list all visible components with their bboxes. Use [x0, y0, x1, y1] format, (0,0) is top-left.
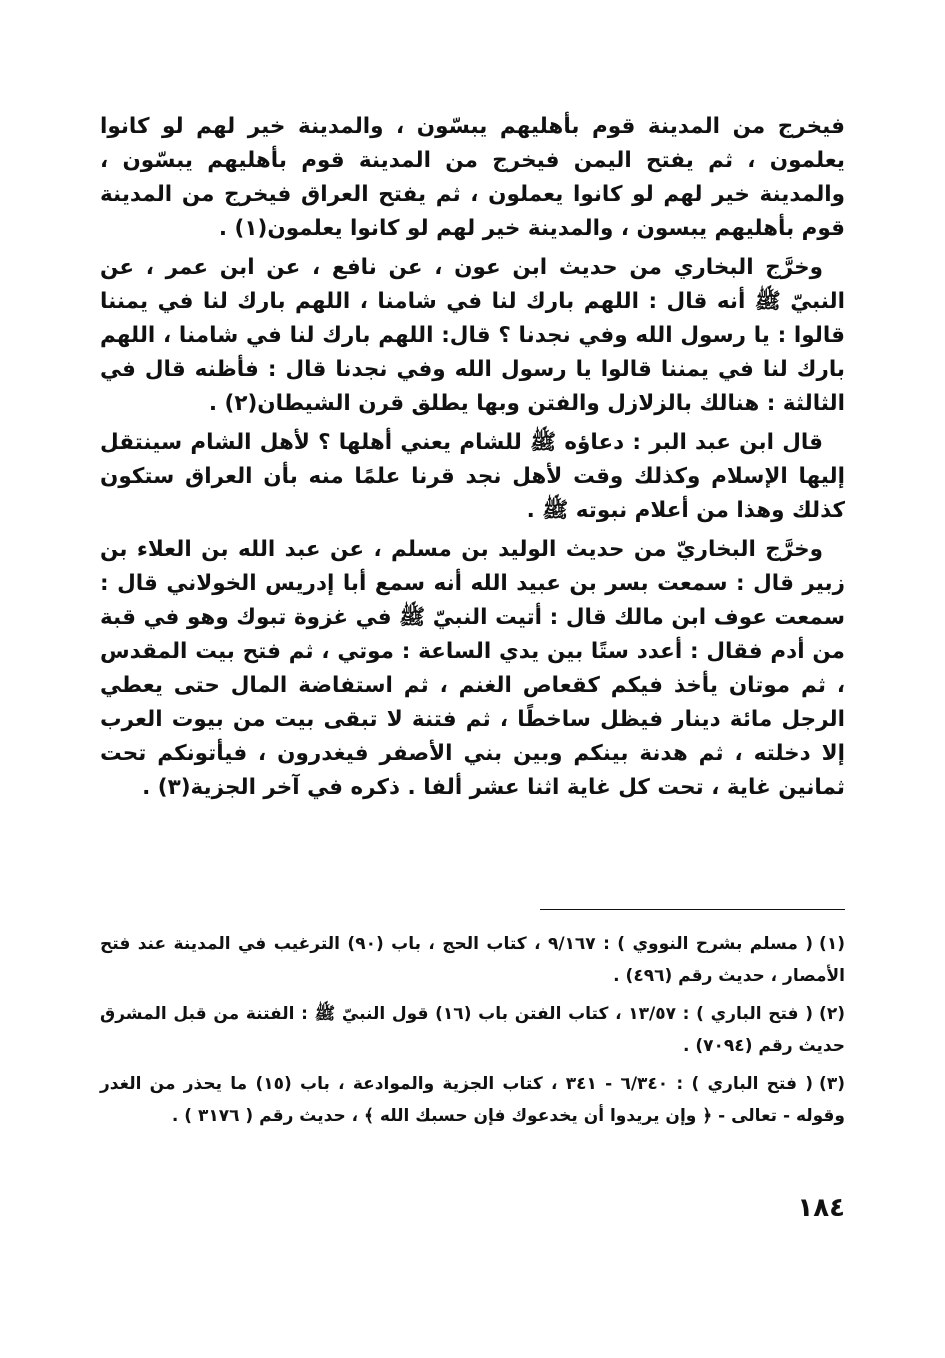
page-number: ١٨٤	[797, 1193, 845, 1223]
footnote-text: ( فتح الباري ) : ٦/٣٤٠ - ٣٤١ ، كتاب الجزية والموادعة ، باب (١٥) ما يحذر من الغدر وقوله - تعالى - ﴿ وإن يريدوا أن يخدعوك فإن حسبك الله ﴾ ، حديث رقم ( ٣١٧٦ ) .	[100, 1074, 845, 1126]
paragraph-3: قال ابن عبد البر : دعاؤه ﷺ للشام يعني أهلها ؟ لأهل الشام سينتقل إليها الإسلام وكذلك وقت لأهل نجد قرنا علمًا منه بأن العراق ستكون كذلك وهذا من أعلام نبوته ﷺ .	[100, 430, 845, 523]
footnote-marker: (١)	[819, 934, 845, 954]
footnote-text: ( فتح الباري ) : ١٣/٥٧ ، كتاب الفتن باب (١٦) قول النبيّ ﷺ : الفتنة من قبل المشرق حديث رقم (٧٠٩٤) .	[100, 1004, 845, 1056]
footnote-text: ( مسلم بشرح النووي ) : ٩/١٦٧ ، كتاب الحج ، باب (٩٠) الترغيب في المدينة عند فتح الأمصار ، حديث رقم (٤٩٦) .	[100, 934, 845, 986]
footnote-separator	[540, 909, 845, 910]
main-text	[100, 110, 845, 810]
paragraph-2: وخرَّج البخاري من حديث ابن عون ، عن نافع ، عن ابن عمر ، عن النبيّ ﷺ أنه قال : اللهم بارك لنا في شامنا ، اللهم بارك لنا في يمننا قالوا : يا رسول الله وفي نجدنا ؟ قال: اللهم بارك لنا في شامنا ، اللهم بارك لنا في يمننا قالوا يا رسول الله وفي نجدنا قال : فأظنه قال في الثالثة : هنالك بالزلازل والفتن وبها يطلق قرن الشيطان(٢) .	[100, 255, 845, 416]
footnotes	[100, 928, 845, 1138]
footnote-3	[100, 1068, 845, 1132]
footnote-2	[100, 998, 845, 1062]
paragraph-1: فيخرج من المدينة قوم بأهليهم يبسّون ، والمدينة خير لهم لو كانوا يعلمون ، ثم يفتح اليمن فيخرج من المدينة قوم بأهليهم يبسّون ، والمدينة خير لهم لو كانوا يعملون ، ثم يفتح العراق فيخرج من المدينة قوم بأهليهم يبسون ، والمدينة خير لهم لو كانوا يعلمون(١) .	[100, 114, 845, 241]
footnote-marker: (٢)	[819, 1004, 845, 1024]
footnote-marker: (٣)	[819, 1074, 845, 1094]
paragraph-4: وخرَّج البخاريّ من حديث الوليد بن مسلم ، عن عبد الله بن العلاء بن زبير قال : سمعت بسر بن عبيد الله أنه سمع أبا إدريس الخولاني قال : سمعت عوف ابن مالك قال : أتيت النبيّ ﷺ في غزوة تبوك وهو في قبة من أدم فقال : أعدد ستًا بين يدي الساعة : موتي ، ثم فتح بيت المقدس ، ثم موتان يأخذ فيكم كقعاص الغنم ، ثم استفاضة المال حتى يعطي الرجل مائة دينار فيظل ساخطًا ، ثم فتنة لا تبقى بيت من بيوت العرب إلا دخلته ، ثم هدنة بينكم وبين بني الأصفر فيغدرون ، فيأتونكم تحت ثمانين غاية ، تحت كل غاية اثنا عشر ألفا . ذكره في آخر الجزية(٣) .	[100, 537, 845, 800]
footnote-1	[100, 928, 845, 992]
